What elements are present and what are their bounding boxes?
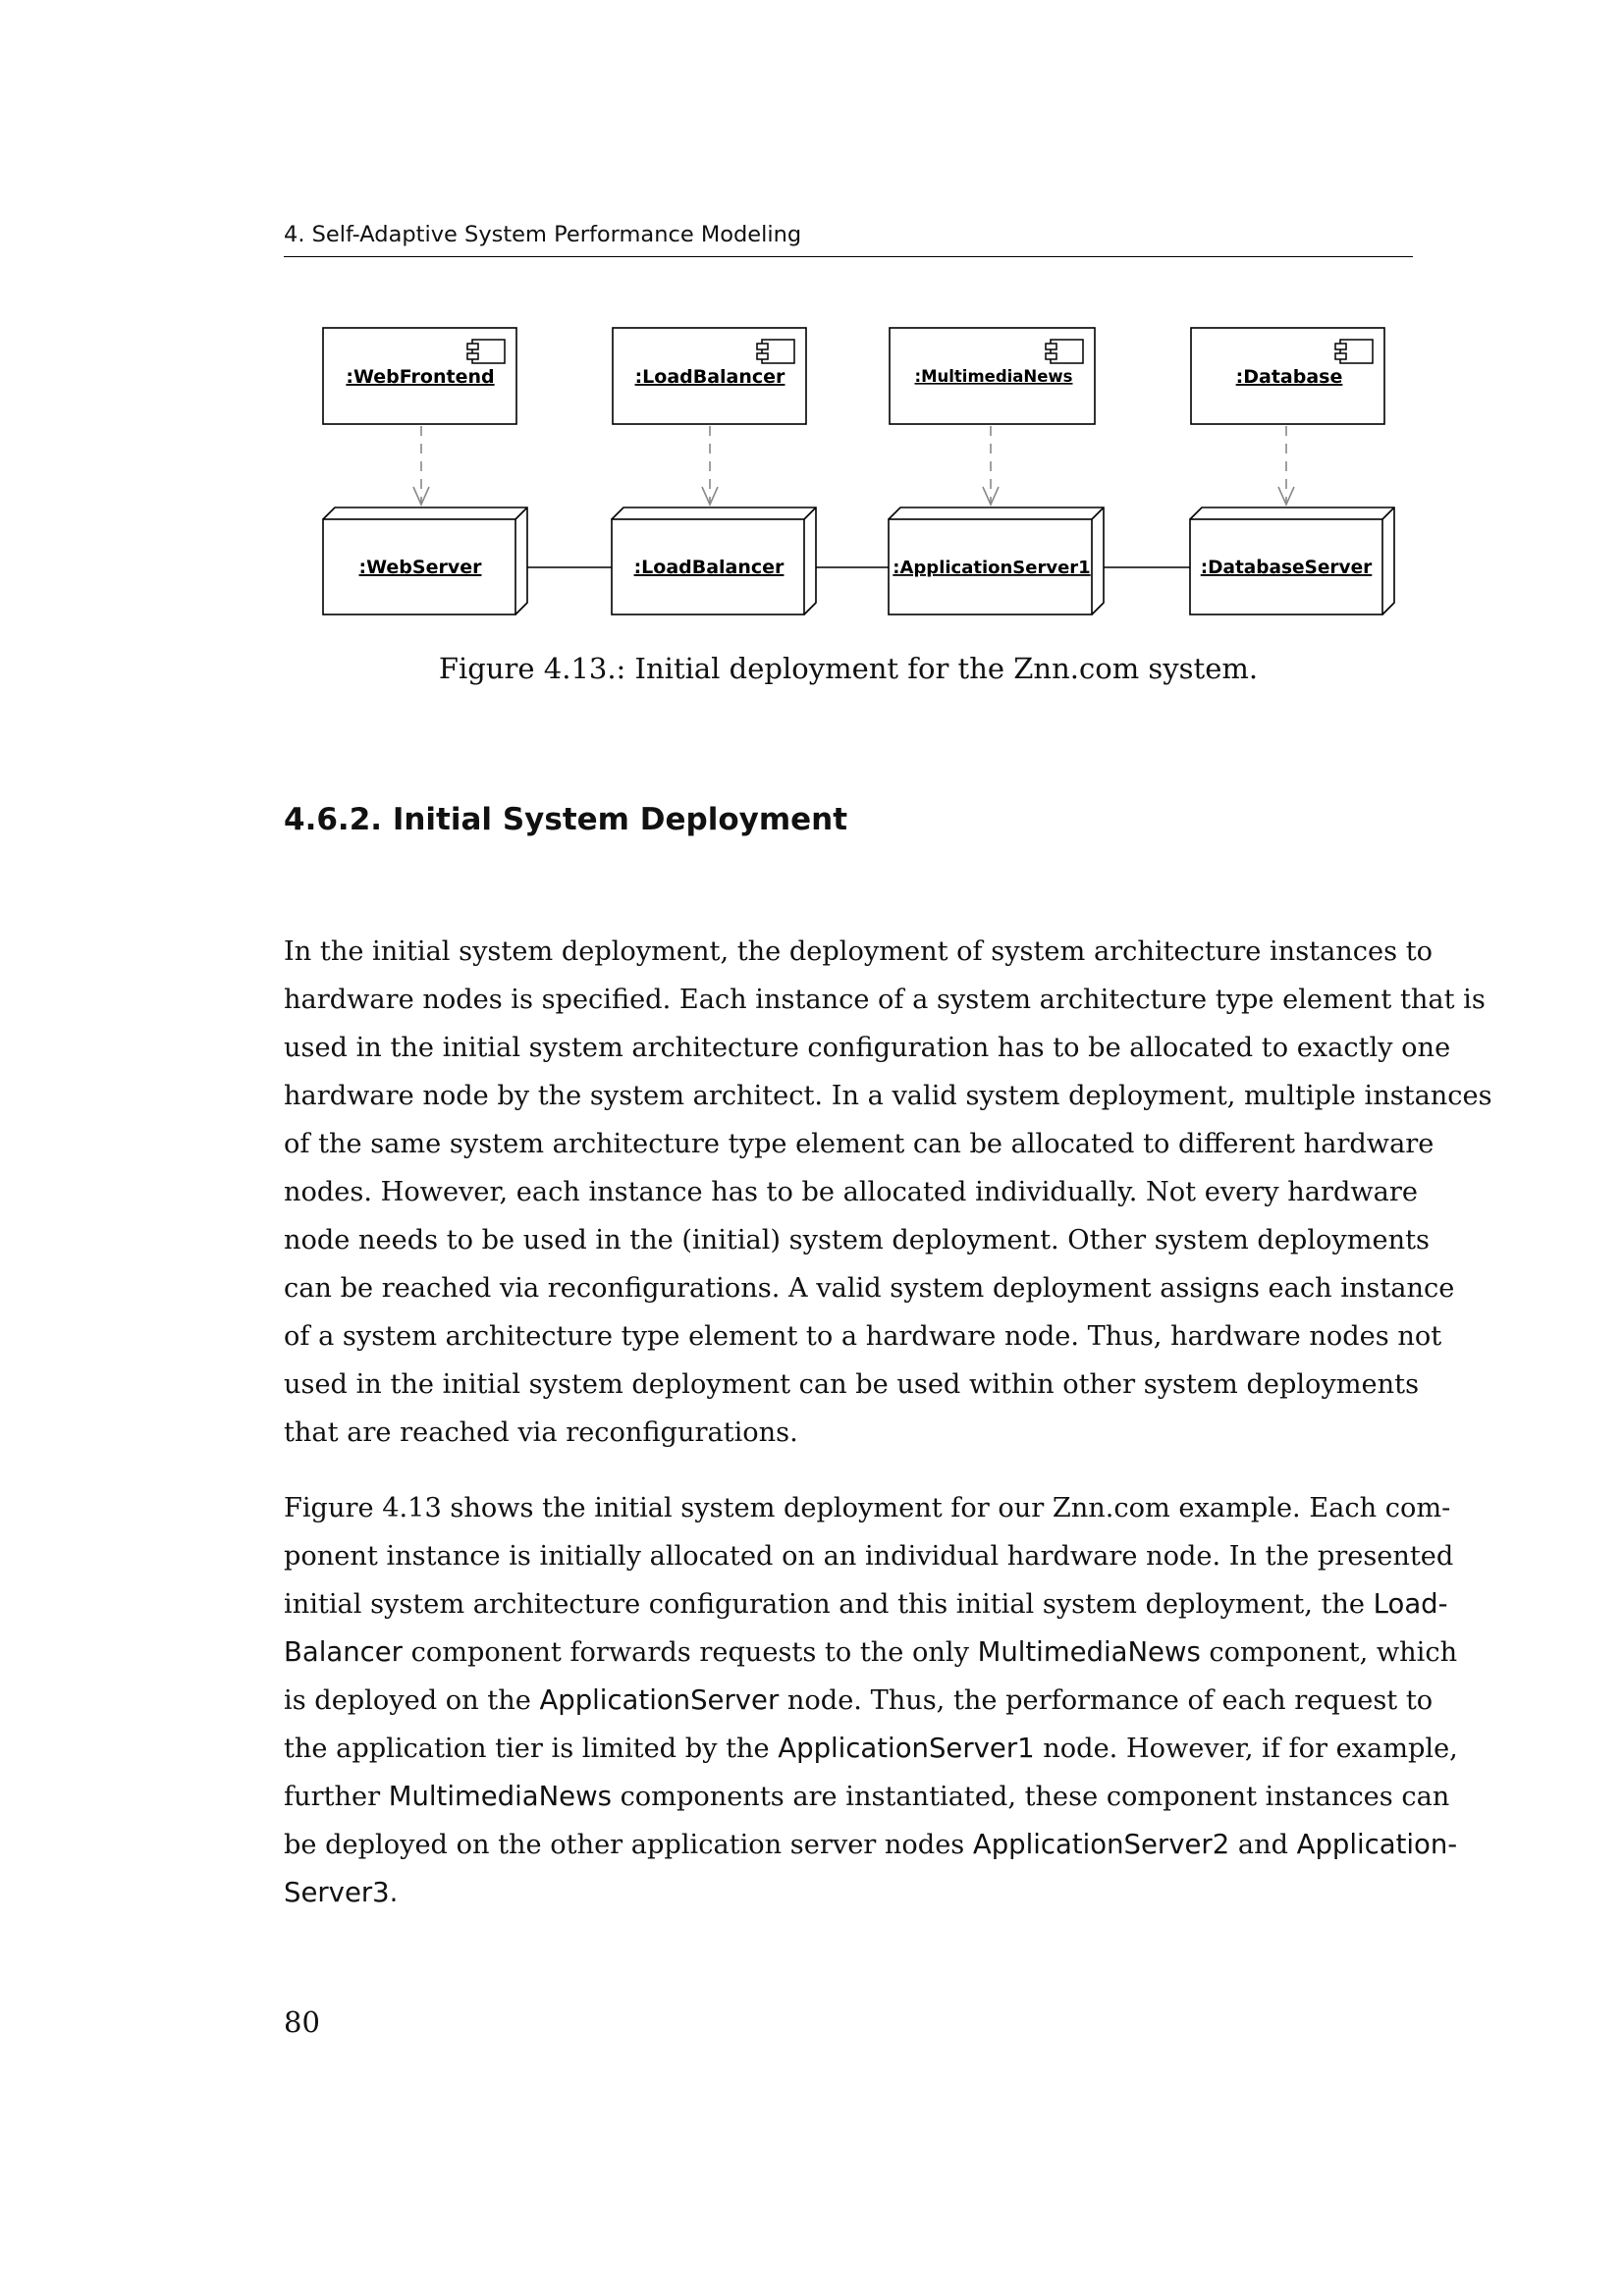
text-line: hardware nodes is specified. Each instance of a system architecture type element that is (284, 985, 1486, 1015)
text-span: component forwards requests to the only (402, 1637, 978, 1668)
text-line: Server3. (284, 1877, 399, 1908)
component-label-webfrontend: :WebFrontend (346, 366, 495, 388)
text-line: used in the initial system deployment can be used within other system deployments (284, 1369, 1420, 1400)
identifier-multimedianews: MultimediaNews (388, 1781, 612, 1812)
text-line: used in the initial system architecture configuration has to be allocated to exactly one (284, 1033, 1451, 1063)
component-label-multimedianews: :MultimediaNews (914, 367, 1073, 386)
text-line: Figure 4.13 shows the initial system deployment for our Znn.com example. Each com- (284, 1493, 1451, 1523)
component-icon (1335, 340, 1373, 363)
text-span: component, which (1200, 1637, 1458, 1668)
node-label-databaseserver: :DatabaseServer (1200, 558, 1373, 578)
text-line (284, 1725, 1458, 1773)
text-line (284, 1580, 1448, 1629)
page-number: 80 (284, 2005, 320, 2039)
node-label-loadbalancer: :LoadBalancer (633, 557, 785, 578)
paragraph-2 (284, 1484, 1458, 1917)
identifier-loadbalancer: Balancer (284, 1636, 403, 1668)
identifier-multimedianews: MultimediaNews (977, 1636, 1201, 1668)
identifier-applicationserver3: Application- (1296, 1829, 1458, 1860)
text-line: of a system architecture type element to a hardware node. Thus, hardware nodes not (284, 1321, 1442, 1352)
identifier-applicationserver2: ApplicationServer2 (972, 1829, 1230, 1860)
figure-caption: Figure 4.13.: Initial deployment for the Znn.com system. (438, 652, 1259, 685)
identifier-applicationserver1: ApplicationServer1 (778, 1733, 1035, 1764)
section-heading: 4.6.2. Initial System Deployment (284, 802, 848, 837)
text-span: components are instantiated, these component instances can (611, 1782, 1450, 1812)
text-line (284, 1629, 1458, 1677)
text-line: that are reached via reconfigurations. (284, 1417, 798, 1448)
text-span: is deployed on the (284, 1685, 540, 1716)
node-label-webserver: :WebServer (358, 557, 482, 578)
component-label-loadbalancer: :LoadBalancer (634, 366, 785, 388)
identifier-applicationserver: ApplicationServer (539, 1684, 780, 1716)
text-line (284, 1773, 1450, 1821)
deployment-diagram (0, 0, 1624, 687)
deployment-arrow (413, 426, 429, 505)
paragraph-1 (284, 928, 1492, 1457)
node-label-applicationserver1: :ApplicationServer1 (893, 558, 1091, 578)
text-span: node. Thus, the performance of each request to (779, 1685, 1434, 1716)
text-span: the application tier is limited by the (284, 1734, 779, 1764)
text-line: of the same system architecture type element can be allocated to different hardware (284, 1129, 1435, 1159)
text-line: node needs to be used in the (initial) system deployment. Other system deployments (284, 1225, 1431, 1255)
component-label-database: :Database (1235, 366, 1343, 388)
text-line: can be reached via reconfigurations. A valid system deployment assigns each instance (284, 1273, 1455, 1304)
text-line: nodes. However, each instance has to be allocated individually. Not every hardware (284, 1177, 1418, 1207)
text-span: node. However, if for example, (1034, 1734, 1458, 1764)
text-line (284, 1821, 1458, 1869)
text-span: initial system architecture configuration and this initial system deployment, the (284, 1589, 1374, 1620)
text-line: In the initial system deployment, the deployment of system architecture instances to (284, 936, 1433, 967)
text-line (284, 1677, 1434, 1725)
deployment-arrow (983, 426, 999, 505)
text-line: hardware node by the system architect. In a valid system deployment, multiple instances (284, 1081, 1492, 1111)
deployment-arrow (1278, 426, 1294, 505)
text-span: be deployed on the other application server nodes (284, 1830, 973, 1860)
running-header: 4. Self-Adaptive System Performance Modeling (284, 222, 802, 247)
text-span: and (1229, 1830, 1297, 1860)
component-icon (1046, 340, 1083, 363)
text-line: ponent instance is initially allocated on an individual hardware node. In the presented (284, 1541, 1454, 1572)
component-icon (467, 340, 505, 363)
deployment-arrow (702, 426, 718, 505)
component-icon (757, 340, 794, 363)
text-span: further (284, 1782, 389, 1812)
identifier-loadbalancer: Load- (1373, 1588, 1448, 1620)
